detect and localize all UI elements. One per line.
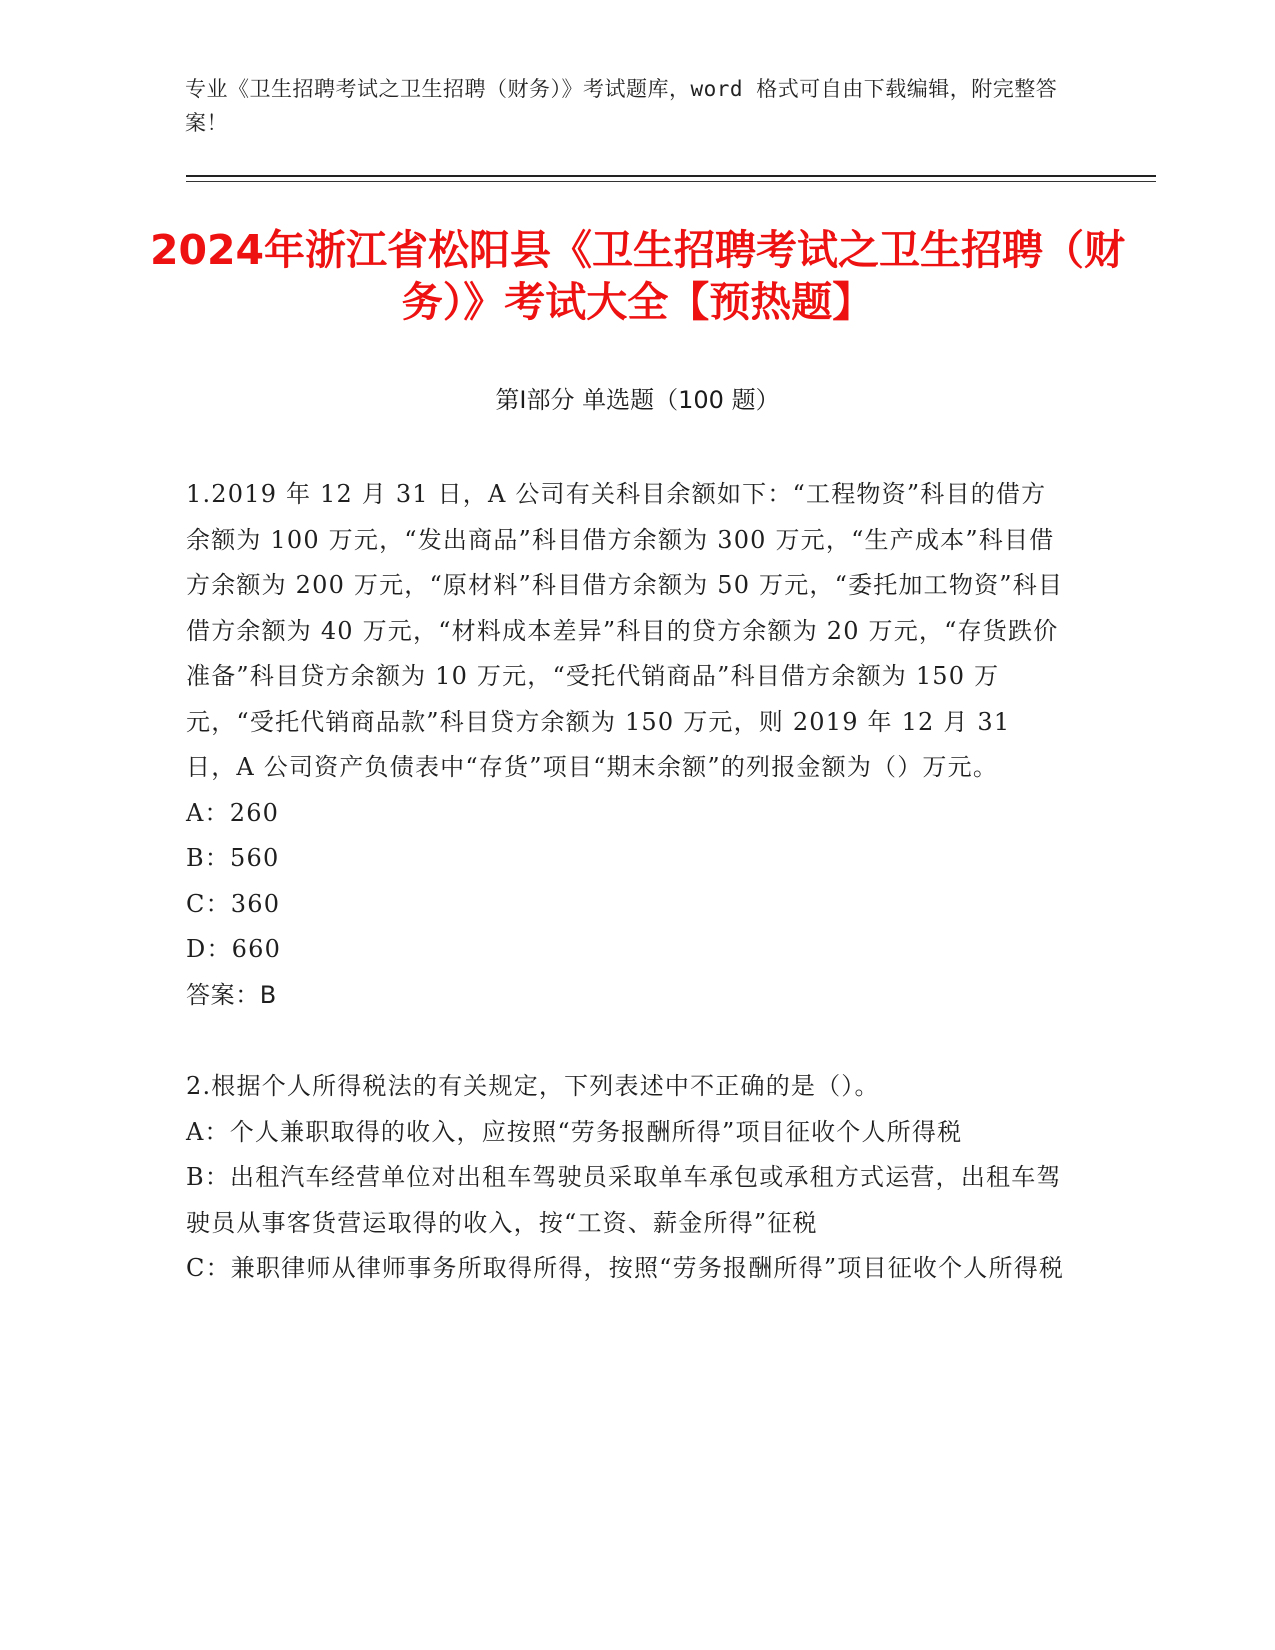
question-1: [186, 472, 1066, 1018]
answer-line: 答案：B: [186, 980, 277, 1009]
option-a: A：260: [186, 798, 280, 827]
question-list: [186, 472, 1066, 1292]
option-a: A：个人兼职取得的收入，应按照“劳务报酬所得”项目征收个人所得税: [186, 1117, 963, 1146]
header-divider-thin: [186, 181, 1156, 182]
option-c: C：360: [186, 889, 281, 918]
question-stem: 2.根据个人所得税法的有关规定，下列表述中不正确的是（）。: [186, 1072, 880, 1100]
document-title: 2024年浙江省松阳县《卫生招聘考试之卫生招聘（财务）》考试大全【预热题】: [149, 226, 1126, 326]
section-title: 第Ⅰ部分 单选题（100 题）: [495, 386, 780, 414]
option-b: B：出租汽车经营单位对出租车驾驶员采取单车承包或承租方式运营，出租车驾驶员从事客货营运取得的收入，按“工资、薪金所得”征税: [186, 1163, 1062, 1237]
header-divider-thick: [186, 175, 1156, 177]
header-note: 专业《卫生招聘考试之卫生招聘（财务）》考试题库，word 格式可自由下载编辑，附完整答案！: [185, 77, 1058, 135]
option-b: B：560: [186, 844, 280, 872]
option-d: D：660: [186, 935, 282, 963]
question-stem: 1.2019 年 12 月 31 日，A 公司有关科目余额如下：“工程物资”科目的借方余额为 100 万元，“发出商品”科目借方余额为 300 万元，“生产成本”科目借方余额为 200 万元，“原材料”科目借方余额为 50 万元，“委托加工物资”科目借方余额为 40 万元，“材料成本差异”科目的贷方余额为 20 万元，“存货跌价准备”科目贷方余额为 10 万元，“受托代销商品”科目借方余额为 150 万元，“受托代销商品款”科目贷方余额为 150 万元，则 2019 年 12 月 31 日，A 公司资产负债表中“存货”项目“期末余额”的列报金额为（）万元。: [186, 480, 1064, 781]
option-c: C：兼职律师从律师事务所取得所得，按照“劳务报酬所得”项目征收个人所得税: [186, 1254, 1065, 1282]
question-2: [186, 1064, 1066, 1292]
